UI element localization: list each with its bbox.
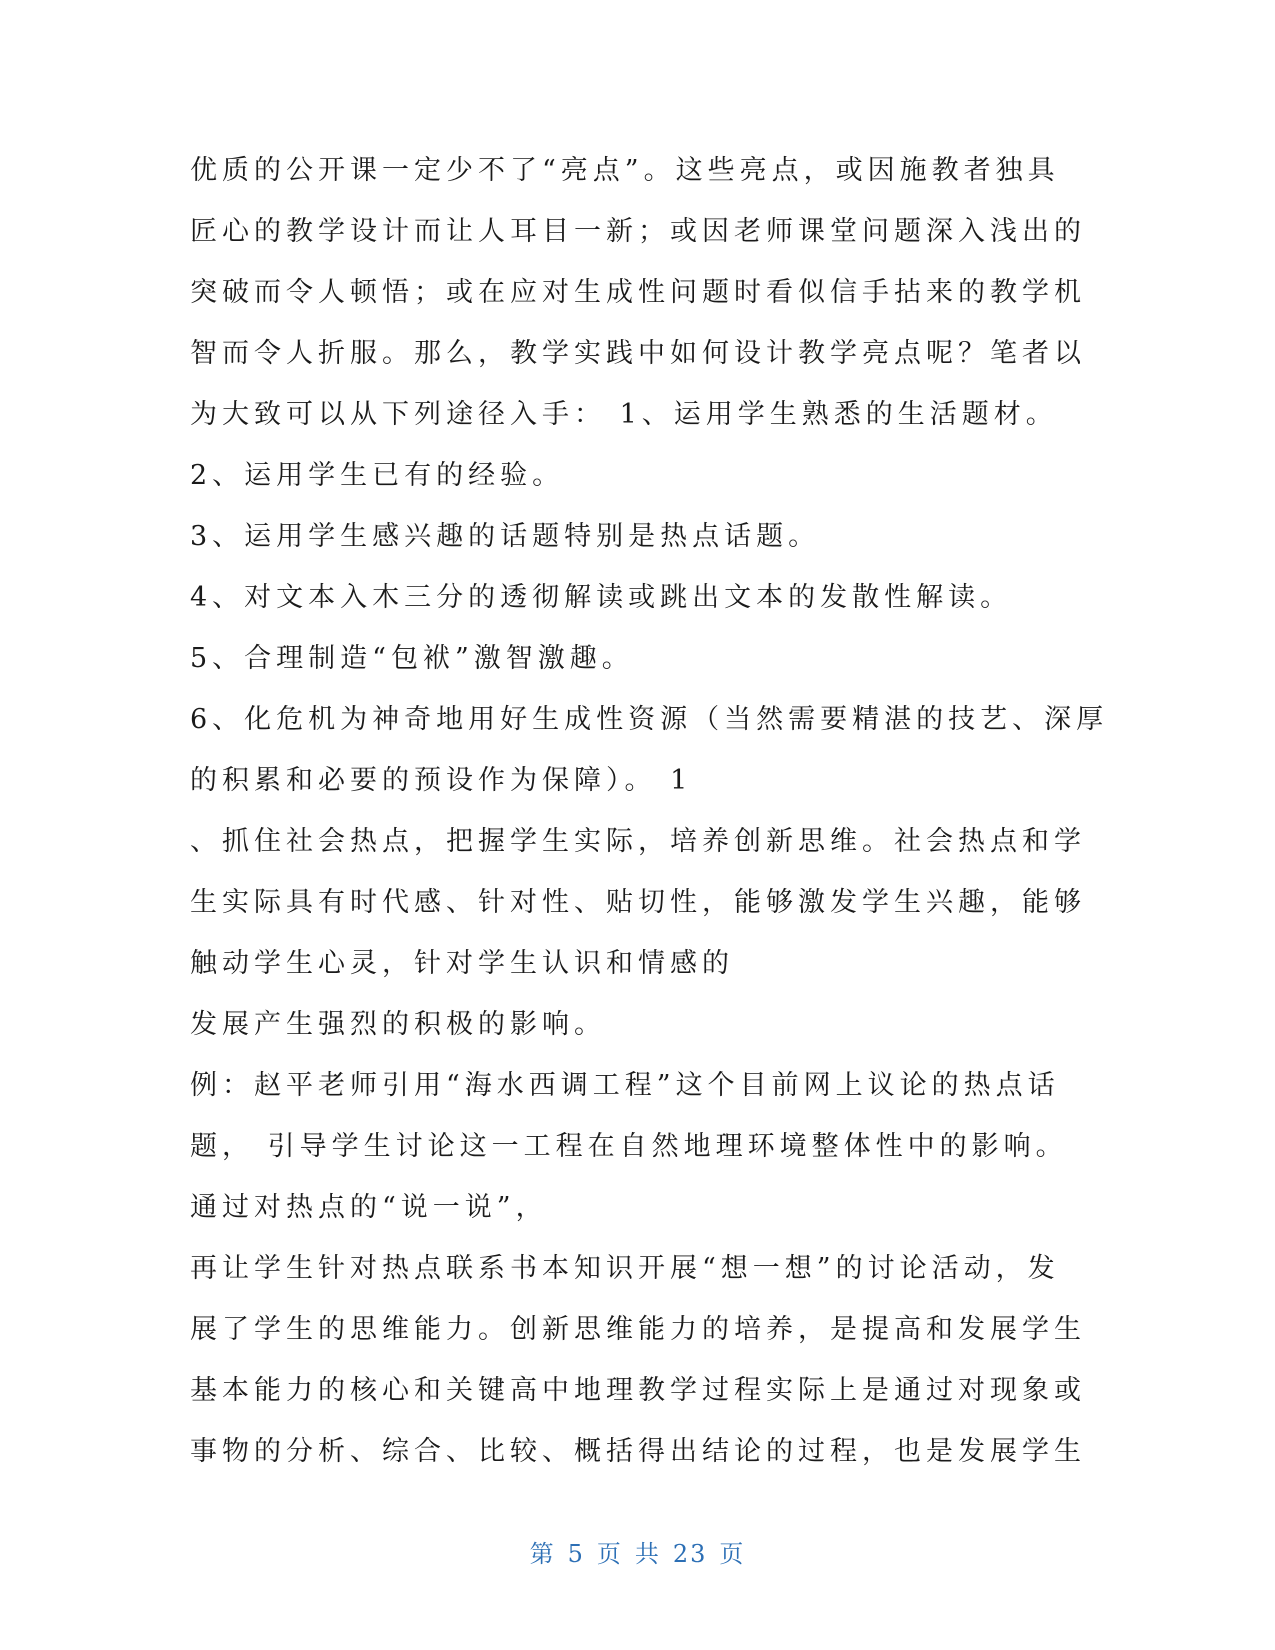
text-line: 优质的公开课一定少不了“亮点”。这些亮点，或因施教者独具 [190, 155, 1060, 186]
footer-suffix: 页 [719, 1540, 746, 1568]
text-line: 再让学生针对热点联系书本知识开展“想一想”的讨论活动，发 [190, 1253, 1060, 1284]
text-line: 5、合理制造“包袱”激智激趣。 [190, 643, 634, 674]
footer-prefix: 第 [529, 1540, 556, 1568]
document-body [190, 140, 1109, 1482]
text-line: 展了学生的思维能力。创新思维能力的培养，是提高和发展学生 [190, 1314, 1086, 1345]
text-line: 触动学生心灵，针对学生认识和情感的 [190, 948, 734, 979]
text-line: 生实际具有时代感、针对性、贴切性，能够激发学生兴趣，能够 [190, 887, 1086, 918]
text-line: 为大致可以从下列途径入手： 1、运用学生熟悉的生活题材。 [190, 399, 1058, 430]
text-line: 智而令人折服。那么，教学实践中如何设计教学亮点呢？笔者以 [190, 338, 1086, 369]
text-line: 例：赵平老师引用“海水西调工程”这个目前网上议论的热点话 [190, 1070, 1060, 1101]
footer-page-word: 页 [596, 1540, 623, 1568]
text-line: 6、化危机为神奇地用好生成性资源（当然需要精湛的技艺、深厚 [190, 704, 1109, 735]
current-page-number: 5 [567, 1540, 585, 1568]
footer-total-word: 共 [634, 1540, 661, 1568]
text-line: 、抓住社会热点，把握学生实际，培养创新思维。社会热点和学 [190, 826, 1086, 857]
text-line: 3、运用学生感兴趣的话题特别是热点话题。 [190, 521, 821, 552]
text-line: 4、对文本入木三分的透彻解读或跳出文本的发散性解读。 [190, 582, 1013, 613]
total-pages-number: 23 [672, 1540, 708, 1568]
text-line: 题， 引导学生讨论这一工程在自然地理环境整体性中的影响。 [190, 1131, 1068, 1162]
text-line: 匠心的教学设计而让人耳目一新；或因老师课堂问题深入浅出的 [190, 216, 1086, 247]
text-line: 事物的分析、综合、比较、概括得出结论的过程，也是发展学生 [190, 1436, 1086, 1467]
text-line: 突破而令人顿悟；或在应对生成性问题时看似信手拈来的教学机 [190, 277, 1086, 308]
page-footer [0, 1534, 1275, 1569]
text-line: 基本能力的核心和关键高中地理教学过程实际上是通过对现象或 [190, 1375, 1086, 1406]
text-line: 的积累和必要的预设作为保障）。 1 [190, 765, 693, 796]
text-line: 发展产生强烈的积极的影响。 [190, 1009, 606, 1040]
text-line: 2、运用学生已有的经验。 [190, 460, 565, 491]
text-line: 通过对热点的“说一说”， [190, 1192, 548, 1223]
